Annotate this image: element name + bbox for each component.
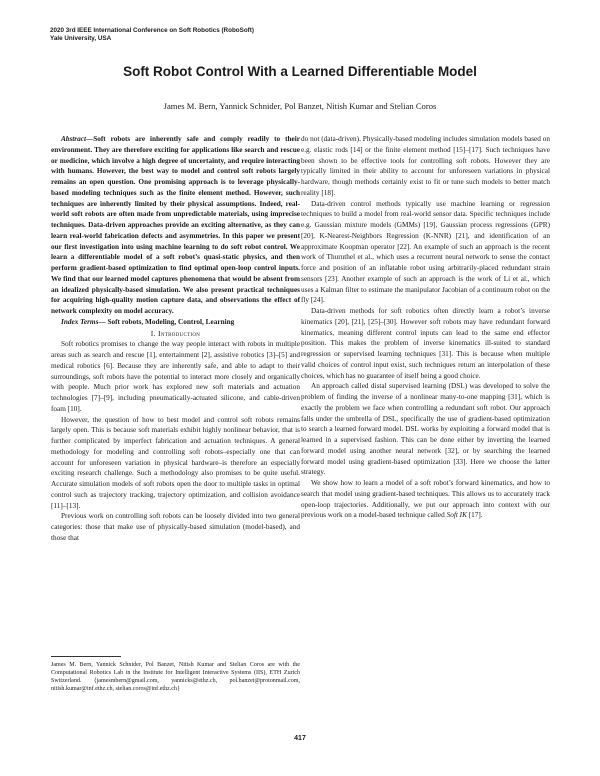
abstract-label: Abstract <box>61 135 86 143</box>
body-paragraph-5-tail: [17]. <box>466 511 483 520</box>
abstract-paragraph <box>51 134 300 317</box>
soft-ik-emphasis: Soft IK <box>446 511 467 520</box>
section-heading <box>51 329 300 340</box>
intro-paragraph-2: However, the question of how to best model and control soft robots remains largely open. This is because soft materials exhibit highly nonlinear behavior, that is further complicated by imperfect fabrication and actuation techniques. A general methodology for modeling and controlling soft robots–especially one that can account for unforeseen variation in physical hardware–is therefore an especially exciting research challenge. Such a methodology also promises to be quite useful. Accurate simulation models of soft robots open the door to multiple tasks in optimal control such as trajectory tracking, trajectory optimization, and collision avoidance [11]–[13]. <box>51 415 300 510</box>
paper-authors: James M. Bern, Yannick Schnider, Pol Banzet, Nitish Kumar and Stelian Coros <box>163 101 437 111</box>
index-terms <box>51 317 300 328</box>
body-paragraph-1: do not (data-driven). Physically-based modeling includes simulation models based on e.g. elastic rods [14] or the finite element method [15]–[17]. Such techniques have been shown to be effective tools for controlling soft robots. However they are typically limited in their ability to account for unforeseen variations in physical hardware, though methods certainly exist to fit or tune such models to better match reality [18]. <box>301 135 550 197</box>
right-column <box>301 134 550 722</box>
intro-paragraph-3: Previous work on controlling soft robots can be loosely divided into two general categories: those that make use of physically-based simulation (model-based), and those that <box>51 512 300 542</box>
body-paragraph-5-text: We show how to learn a model of a soft robot’s forward kinematics, and how to search that model using gradient-based techniques. This allows us to accurately track open-loop trajectories. Additionally, we put our approach into context with our previous work on a model-based technique called <box>301 479 550 520</box>
conference-header <box>50 27 550 43</box>
author-footnote: James M. Bern, Yannick Schnider, Pol Banzet, Nitish Kumar and Stelian Coros are with the Computational Robotics Lab in the Institute for Intelligent Interactive Systems (IIS), ETH Zurich Switzerland. {jamesmbern@gmail.com, yannicks@ethz.ch, pol.banzet@protonmail.com, nitish.kumar@inf.ethz.ch, stelian.coros@inf.ethz.ch} <box>51 662 300 692</box>
paper-title: Soft Robot Control With a Learned Differentiable Model <box>123 64 477 79</box>
body-paragraph-4: An approach called distal supervised learning (DSL) was developed to solve the problem of finding the inverse of a nonlinear many-to-one mapping [31], which is exactly the problem we face when controlling a redundant soft robot. Our approach falls under the umbrella of DSL, specifically the use of gradient-based optimization to search a learned forward model. DSL works by exploiting a forward model that is learned in a supervised fashion. This can be done either by inverting the learned forward model using another neural network [32], or by searching the learned forward model using gradient-based optimization [33]. Here we choose the latter strategy. <box>301 382 550 477</box>
body-paragraph-2: Data-driven control methods typically use machine learning or regression techniques to build a model from real-world sensor data. Specific techniques include e.g. Gaussian mixture models (GMMs) [19], Gaussian process regressions (GPR) [20], K-Nearest-Neighbors Regression (K-NNR) [21], and identification of an approximate Koopman operator [22]. An example of such an approach is the recent work of Thuruthel et al., which uses a recurrent neural network to sense the contact force and position of an inflatable robot using arbitrarily-placed redundant strain sensors [23]. Another example of such an approach is the work of Li et al., which uses a Kalman filter to estimate the manipulator Jacobian of a continuum robot on the fly [24]. <box>301 199 550 305</box>
intro-paragraph-1: Soft robotics promises to change the way people interact with robots in multiple areas such as search and rescue [1], entertainment [2], assistive robotics [3]–[5] and medical robotics [6]. Because they are inherently safe, and able to adapt to their surroundings, soft robots have the potential to interact more closely and organically with people. Much prior work has explored new soft materials and actuation technologies [7]–[9], including pneumatically-actuated silicone, and cable-driven foam [10]. <box>51 340 300 413</box>
footnote-divider <box>51 656 121 657</box>
section-title: Introduction <box>157 328 201 338</box>
body-paragraph-3: Data-driven methods for soft robotics often directly learn a robot’s inverse kinematics [20], [21], [25]–[30]. However soft robots may have redundant forward kinematics, meaning different control inputs can lead to the same end effector position. This makes the problem of inverse kinematics ill-suited to standard regression or supervised learning techniques [31]. This is because when multiple valid choices of control input exist, such techniques return an interpolation of these choices, which has no guarantee of itself being a good choice. <box>301 307 550 380</box>
index-terms-text: — Soft robots, Modeling, Control, Learning <box>98 317 235 326</box>
conference-name: 2020 3rd IEEE International Conference on Soft Robotics (RoboSoft) <box>50 27 254 34</box>
conference-location: Yale University, USA <box>50 35 112 42</box>
left-column <box>51 134 300 654</box>
section-number: I. <box>150 328 156 338</box>
abstract <box>51 134 300 317</box>
body-paragraph-5 <box>301 478 550 521</box>
index-terms-label: Index Terms <box>61 317 99 326</box>
abstract-text: —Soft robots are inherently safe and comply readily to their environment. They are therefore exciting for applications like search and rescue or medicine, which involve a high degree of uncertainty, and require interacting with humans. However, the best way to model and control soft robots largely remains an open question. One promising approach is to leverage physically-based modeling techniques such as the finite element method. However, such techniques are inherently limited by their physical assumptions. Indeed, real-world soft robots are often made from unpredictable materials, using imprecise techniques. Data-driven approaches provide an exciting alternative, as they can learn real-world fabrication defects and asymmetries. In this paper we present our first investigation into using machine learning to do soft robot control. We learn a differentiable model of a soft robot’s quasi-static physics, and then perform gradient-based optimization to find optimal open-loop control inputs. We find that our learned model captures phenomena that would be absent from an idealized physically-based simulation. We also present practical techniques for acquiring high-quality motion capture data, and observations the effect of network complexity on model accuracy. <box>51 135 300 315</box>
page-number: 417 <box>294 735 306 742</box>
